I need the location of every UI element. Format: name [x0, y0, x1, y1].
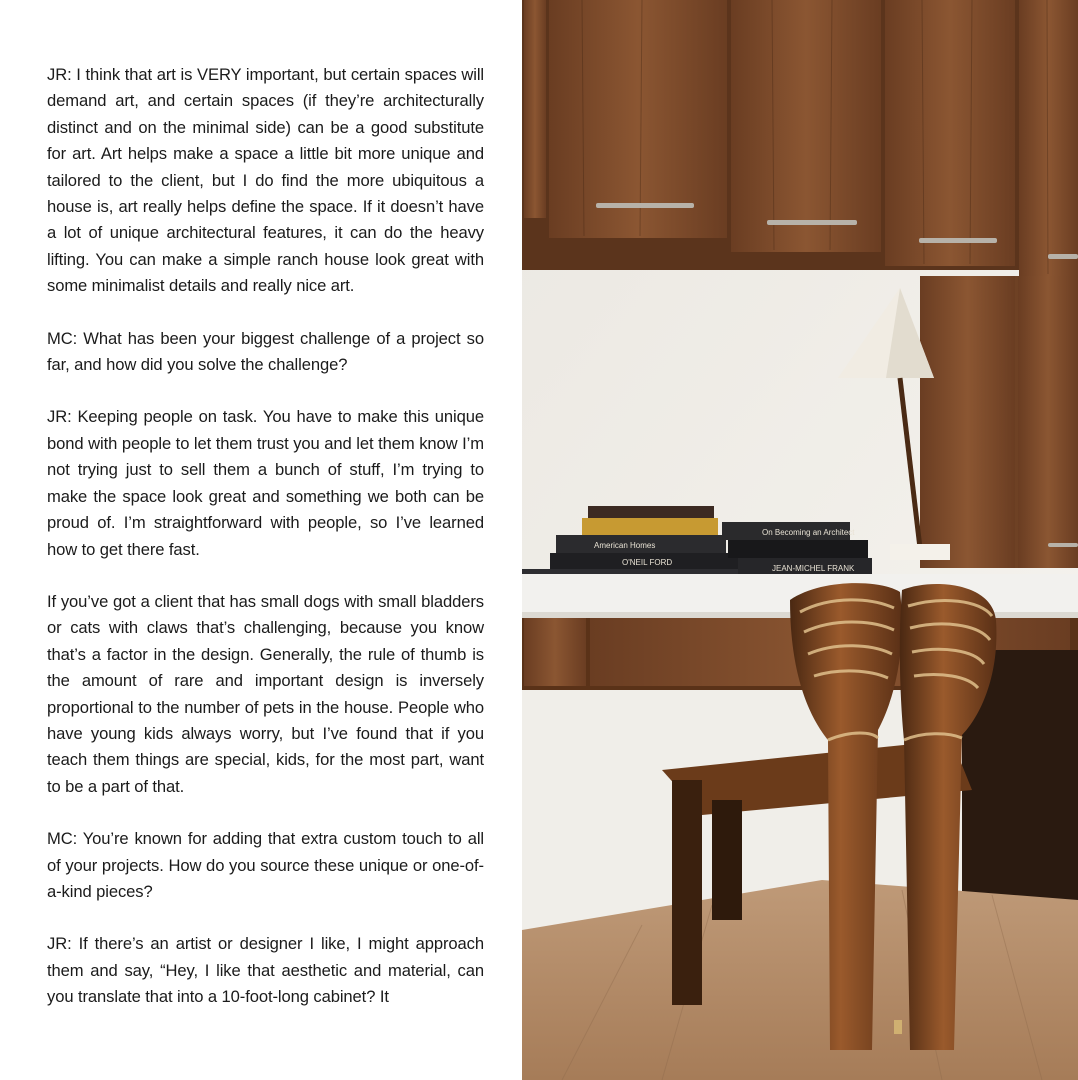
book-spine-label: American Homes: [594, 541, 656, 550]
article-paragraph: MC: You’re known for adding that extra custom touch to all of your projects. How do you source these unique or one-of-a-kind pieces?: [47, 829, 484, 901]
upper-cabinets: [522, 0, 1078, 276]
article-paragraph: If you’ve got a client that has small dogs with small bladders or cats with claws that’s challenging, because you know that’s a factor in the design. Generally, the rule of thumb is the amount of rare and important design is inversely proportional to the number of pets in the house. People who have young kids always worry, but I’ve found that if you teach them things are special, kids, for the most part, want to be a part of that.: [47, 591, 484, 796]
article-text-column: [47, 62, 484, 1037]
book-spine-label: O'NEIL FORD: [622, 558, 673, 567]
article-paragraph: MC: What has been your biggest challenge of a project so far, and how did you solve the challenge?: [47, 328, 484, 375]
side-cabinet: [920, 276, 1078, 568]
book-spine-label: JEAN-MICHEL FRANK: [772, 564, 855, 573]
book-spine-label: On Becoming an Architect: [762, 528, 855, 537]
article-paragraph: JR: I think that art is VERY important, but certain spaces will demand art, and certain spaces (if they’re architecturally distinct and on the minimal side) can be a good substitute for art. Art helps make a space a little bit more unique and tailored to the client, but I do find the more ubiquitous a house is, art really helps define the space. If it doesn’t have a lot of unique architectural features, it can do the heavy lifting. You can make a simple ranch house look great with some minimalist details and really nice art.: [47, 65, 484, 296]
article-paragraph: JR: Keeping people on task. You have to make this unique bond with people to let them trust you and let them know I’m not trying just to sell them a bunch of stuff, I’m trying to make the space look great and something we both can be proud of. I’m straightforward with people, so I’ve learned how to get there fast.: [47, 407, 484, 559]
interior-photo: [522, 0, 1078, 1080]
article-paragraph: JR: If there’s an artist or designer I like, I might approach them and say, “Hey, I like that aesthetic and material, can you translate that into a 10-foot-long cabinet? It: [47, 934, 484, 1007]
